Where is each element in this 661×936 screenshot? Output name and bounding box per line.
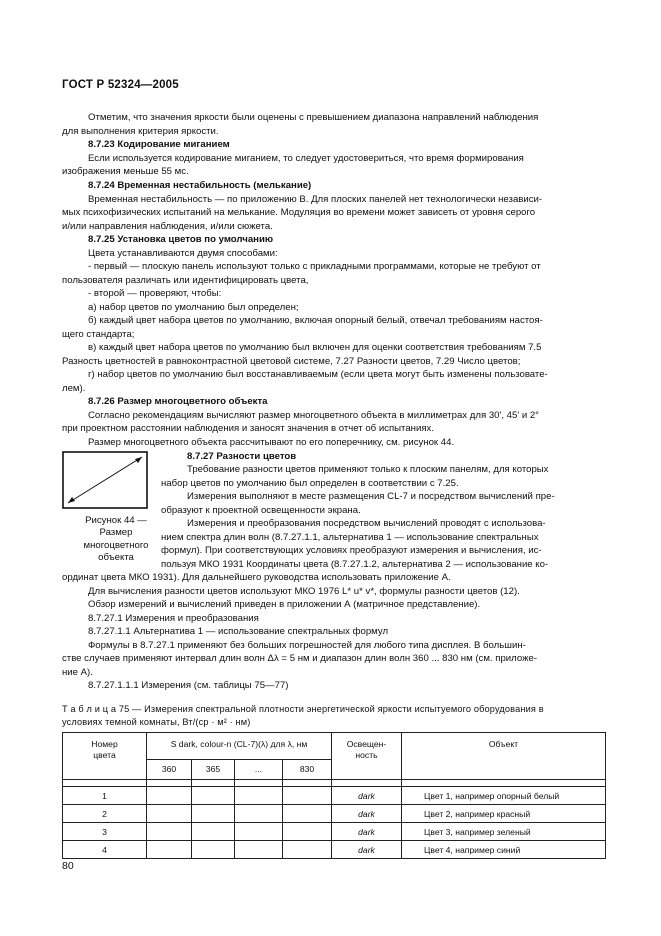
paragraph-line: щего стандарта; bbox=[62, 329, 135, 340]
paragraph-line: Временная нестабильность — по приложению В. Для плоских панелей нет технологически независи- bbox=[88, 194, 543, 205]
paragraph-line: образуют к проектной освещенности экрана. bbox=[161, 505, 361, 516]
paragraph-line: Отметим, что значения яркости были оценены с превышением диапазона направлений наблюдения bbox=[88, 112, 539, 123]
paragraph-line: Для вычисления разности цветов используют МКО 1976 L* u* v*, формулы разности цветов (12). bbox=[88, 586, 520, 597]
table-row: 4 dark Цвет 4, например синий bbox=[63, 841, 606, 859]
page-header: ГОСТ Р 52324—2005 bbox=[62, 79, 179, 91]
paragraph-line: в) каждый цвет набора цветов по умолчанию был включен для оценки соответствия требованиям 7.5 bbox=[88, 342, 542, 353]
figure-44-diagram bbox=[62, 451, 148, 509]
paragraph-line: ординат цвета МКО 1931). Для дальнейшего руководства использовать приложение А. bbox=[62, 572, 451, 583]
paragraph-line: нием спектра длин волн (8.7.27.1.1, альтернатива 1 — использование спектральных bbox=[161, 532, 539, 543]
paragraph-line: формул). При соответствующих условиях преобразуют измерения и вычисления, ис- bbox=[161, 545, 542, 556]
header-wavelength: 365 bbox=[192, 759, 235, 779]
section-heading: 8.7.24 Временная нестабильность (мелькание) bbox=[88, 180, 312, 191]
figure-caption: Рисунок 44 — Размер многоцветного объекта bbox=[83, 515, 149, 563]
paragraph-line: б) каждый цвет набора цветов по умолчанию, включая опорный белый, отвечал требованиям настоя- bbox=[88, 315, 543, 326]
paragraph-line: мых психофизических испытаний на мелькание. Модуляция во времени может зависеть от уровня серого bbox=[62, 207, 536, 218]
section-heading: 8.7.25 Установка цветов по умолчанию bbox=[88, 234, 274, 245]
paragraph-line: Размер многоцветного объекта рассчитывают по его поперечнику, см. рисунок 44. bbox=[88, 437, 455, 448]
paragraph-line: Согласно рекомендациям вычисляют размер многоцветного объекта в миллиметрах для 30', 45' и 2° bbox=[88, 410, 540, 421]
paragraph-line: стве случаев применяют интервал длин волн Δλ = 5 нм и диапазон длин волн 360 ... 830 нм (см. приложе- bbox=[62, 653, 538, 664]
paragraph-line: Измерения выполняют в месте размещения CL-7 и посредством вычислений пре- bbox=[187, 491, 555, 502]
header-spectral-density: S dark, colour-n (CL-7)(λ) для λ, нм bbox=[147, 733, 332, 760]
paragraph-line: Цвета устанавливаются двумя способами: bbox=[88, 248, 278, 259]
header-wavelength: 360 bbox=[147, 759, 192, 779]
paragraph-line: 8.7.27.1 Измерения и преобразования bbox=[88, 613, 259, 624]
section-heading: 8.7.23 Кодирование миганием bbox=[88, 139, 230, 150]
paragraph-line: 8.7.27.1.1.1 Измерения (см. таблицы 75—77) bbox=[88, 680, 289, 691]
paragraph-line: 8.7.27.1.1 Альтернатива 1 — использование спектральных формул bbox=[88, 626, 389, 637]
paragraph-line: Требование разности цветов применяют только к плоским панелям, для которых bbox=[187, 464, 549, 475]
paragraph-line: Формулы в 8.7.27.1 применяют без больших погрешностей для любого типа дисплея. В большин- bbox=[88, 640, 526, 651]
section-heading: 8.7.26 Размер многоцветного объекта bbox=[88, 396, 268, 407]
header-wavelength: 830 bbox=[283, 759, 332, 779]
paragraph-line: Измерения и преобразования посредством вычислений проводят с использова- bbox=[187, 518, 546, 529]
section-heading: 8.7.27 Разности цветов bbox=[187, 451, 297, 462]
table-caption: Т а б л и ц а 75 — Измерения спектральной плотности энергетической яркости испытуемого оборудования в условиях темной комнаты, Вт/(ср · м² · нм) bbox=[62, 704, 544, 727]
paragraph-line: - первый — плоскую панель используют только с прикладными программами, которые не требуют от bbox=[88, 261, 541, 272]
paragraph-line: набор цветов по умолчанию был определен в соответствии с 7.25. bbox=[161, 478, 459, 489]
measurement-table bbox=[62, 732, 606, 859]
paragraph-line: Разность цветностей в равноконтрастной цветовой системе, 7.27 Разности цветов, 7.29 Число цветов; bbox=[62, 356, 521, 367]
header-wavelength: ... bbox=[235, 759, 283, 779]
paragraph-line: а) набор цветов по умолчанию был определен; bbox=[88, 302, 299, 313]
table-row: 3 dark Цвет 3, например зеленый bbox=[63, 823, 606, 841]
paragraph-line: для выполнения критерия яркости. bbox=[62, 126, 219, 137]
paragraph-line: и/или направления наблюдения, и/или сюжета. bbox=[62, 221, 273, 232]
paragraph-line: при проектном расстоянии наблюдения и заносят значения в отчет об испытаниях. bbox=[62, 423, 434, 434]
paragraph-line: пользователя различать или идентифицировать цвета, bbox=[62, 275, 309, 286]
header-illuminance: Освещен- ность bbox=[332, 733, 402, 780]
paragraph-line: Обзор измерений и вычислений приведен в приложении А (матричное представление). bbox=[88, 599, 481, 610]
page-number: 80 bbox=[62, 860, 74, 872]
table-row: 1 dark Цвет 1, например опорный белый bbox=[63, 787, 606, 805]
paragraph-line: лем). bbox=[62, 383, 86, 394]
paragraph-line: изображения меньше 55 мс. bbox=[62, 166, 189, 177]
paragraph-line: - второй — проверяют, чтобы: bbox=[88, 288, 222, 299]
header-object: Объект bbox=[402, 733, 606, 780]
paragraph-line: г) набор цветов по умолчанию был восстанавливаемым (если цвета могут быть изменены пользовате- bbox=[88, 369, 548, 380]
paragraph-line: пользуя МКО 1931 Координаты цвета (8.7.27.1.2, альтернатива 2 — использование ко- bbox=[161, 559, 549, 570]
table-row: 2 dark Цвет 2, например красный bbox=[63, 805, 606, 823]
paragraph-line: ние А). bbox=[62, 667, 93, 678]
header-color-number: Номер цвета bbox=[63, 733, 147, 780]
paragraph-line: Если используется кодирование миганием, то следует удостовериться, что время формирования bbox=[88, 153, 524, 164]
